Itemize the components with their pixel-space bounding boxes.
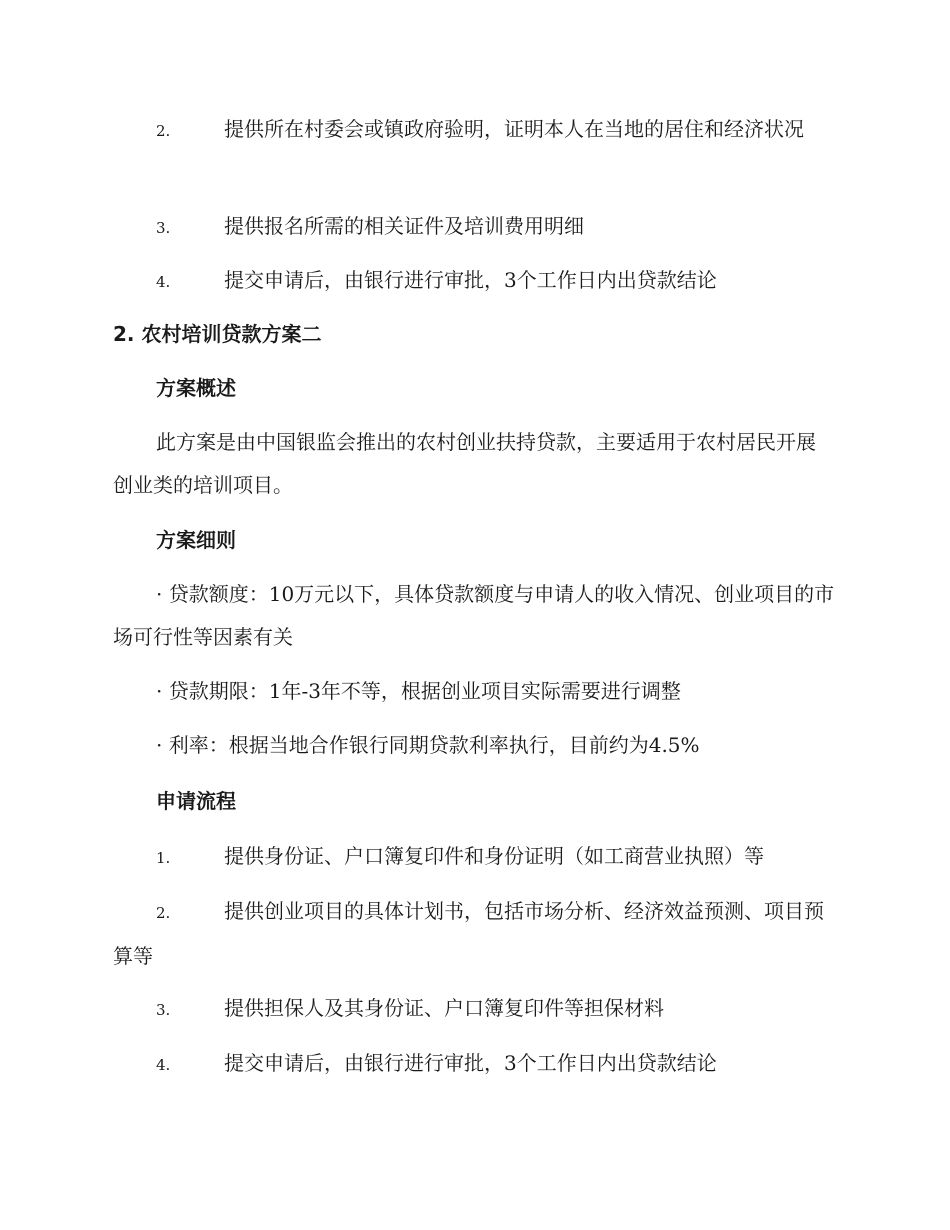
list-item xyxy=(113,890,835,978)
list-item xyxy=(113,987,835,1032)
overview-heading: 方案概述 xyxy=(156,376,236,400)
list-item-number: 2. xyxy=(156,904,171,922)
list-item-number: 3. xyxy=(156,1001,171,1019)
details-heading: 方案细则 xyxy=(156,528,236,552)
list-item-text: 提交申请后，由银行进行审批，3个工作日内出贷款结论 xyxy=(224,268,717,292)
list-item xyxy=(113,205,835,250)
details-bullet: · 贷款期限：1年-3年不等，根据创业项目实际需要进行调整 xyxy=(156,679,681,703)
details-bullet: · 利率：根据当地合作银行同期贷款利率执行，目前约为4.5% xyxy=(156,733,700,757)
list-item-number: 1. xyxy=(156,849,171,867)
list-item-text: 提供报名所需的相关证件及培训费用明细 xyxy=(224,214,584,238)
overview-paragraph: 此方案是由中国银监会推出的农村创业扶持贷款，主要适用于农村居民开展创业类的培训项目。 xyxy=(113,430,816,497)
details-bullet: · 贷款额度：10万元以下，具体贷款额度与申请人的收入情况、创业项目的市场可行性等因素有关 xyxy=(113,582,835,649)
list-item-text: 提供身份证、户口簿复印件和身份证明（如工商营业执照）等 xyxy=(224,844,764,868)
list-item-text: 提供所在村委会或镇政府验明，证明本人在当地的居住和经济状况 xyxy=(224,117,804,141)
list-item xyxy=(113,108,835,153)
section-title: 2. 农村培训贷款方案二 xyxy=(113,322,322,346)
list-item-number: 4. xyxy=(156,273,171,291)
list-item-number: 3. xyxy=(156,219,171,237)
list-item-number: 4. xyxy=(156,1056,171,1074)
list-item-text: 提供创业项目的具体计划书，包括市场分析、经济效益预测、项目预算等 xyxy=(113,899,824,968)
process-heading: 申请流程 xyxy=(156,789,236,813)
list-item-number: 2. xyxy=(156,122,171,140)
list-item xyxy=(113,1042,835,1087)
list-item-text: 提交申请后，由银行进行审批，3个工作日内出贷款结论 xyxy=(224,1051,717,1075)
list-item xyxy=(113,259,835,304)
list-item xyxy=(113,835,835,880)
list-item-text: 提供担保人及其身份证、户口簿复印件等担保材料 xyxy=(224,996,664,1020)
